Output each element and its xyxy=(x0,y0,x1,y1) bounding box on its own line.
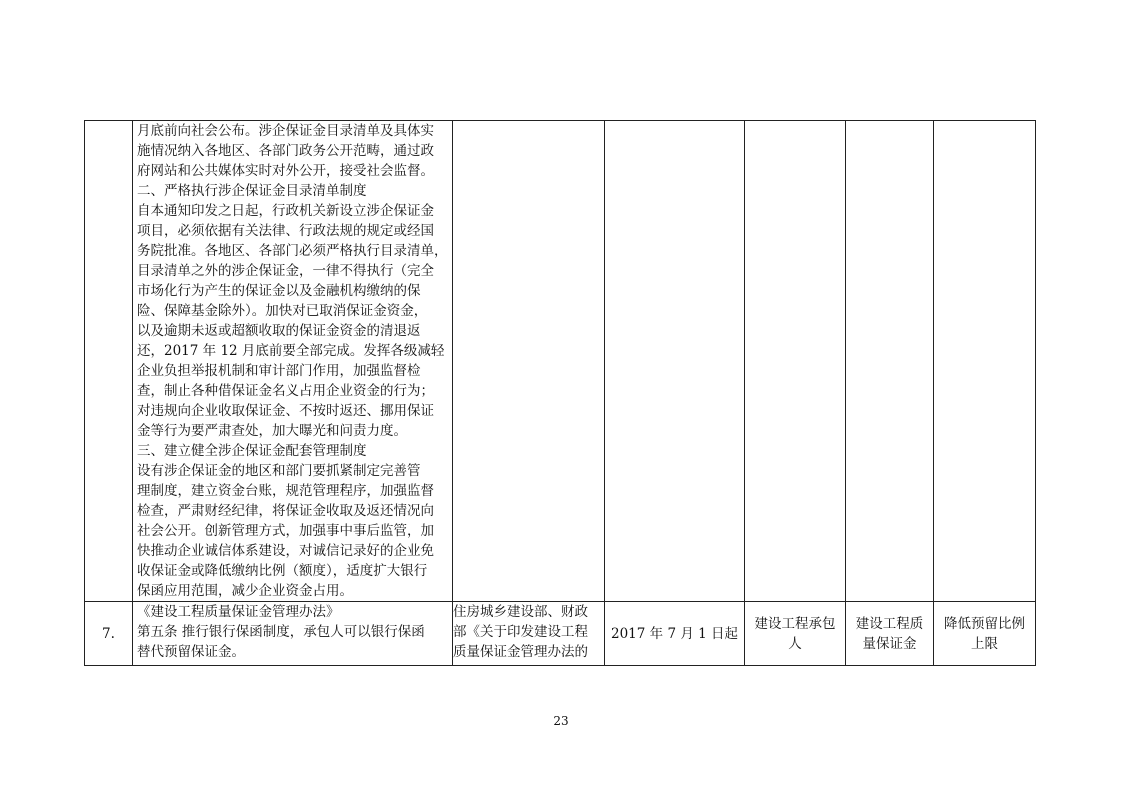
basis-cell xyxy=(453,602,605,666)
content-line: 务院批准。各地区、各部门必须严格执行目录清单， xyxy=(137,243,448,259)
basis-line: 质量保证金管理办法的 xyxy=(453,644,588,660)
content-line: 收保证金或降低缴纳比例（额度），适度扩大银行 xyxy=(137,563,428,579)
content-line: 项目，必须依据有关法律、行政法规的规定或经国 xyxy=(137,223,434,239)
type-cell xyxy=(846,121,934,602)
content-line: 月底前向社会公布。涉企保证金目录清单及具体实 xyxy=(137,123,434,139)
content-line: 以及逾期未返或超额收取的保证金资金的清退返 xyxy=(137,323,421,339)
payer-line: 人 xyxy=(788,635,802,652)
type-line: 建设工程质 xyxy=(855,615,924,632)
content-line: 自本通知印发之日起，行政机关新设立涉企保证金 xyxy=(137,203,434,219)
content-line: 府网站和公共媒体实时对外公开，接受社会监督。 xyxy=(137,163,434,179)
content-line: 替代预留保证金。 xyxy=(137,644,245,660)
type-line: 量保证金 xyxy=(862,635,917,652)
policy-table xyxy=(84,120,1036,666)
measure-cell xyxy=(934,602,1036,666)
measure-cell xyxy=(934,121,1036,602)
content-line: 二、严格执行涉企保证金目录清单制度 xyxy=(137,183,367,199)
content-line: 施情况纳入各地区、各部门政务公开范畴，通过政 xyxy=(137,143,434,159)
content-line: 检查，严肃财经纪律，将保证金收取及返还情况向 xyxy=(137,503,434,519)
basis-cell xyxy=(453,121,605,602)
content-line: 目录清单之外的涉企保证金，一律不得执行（完全 xyxy=(137,263,434,279)
page-number: 23 xyxy=(553,714,569,728)
payer-cell xyxy=(745,602,846,666)
table-row xyxy=(85,121,1036,602)
type-cell xyxy=(846,602,934,666)
measure-line: 降低预留比例 xyxy=(944,615,1025,632)
measure-line: 上限 xyxy=(971,635,998,652)
date-cell: 2017 年 7 月 1 日起 xyxy=(605,602,745,666)
content-line: 第五条 推行银行保函制度，承包人可以银行保函 xyxy=(137,624,425,640)
content-line: 查，制止各种借保证金名义占用企业资金的行为； xyxy=(137,383,434,399)
content-line: 企业负担举报机制和审计部门作用，加强监督检 xyxy=(137,363,421,379)
basis-line: 部《关于印发建设工程 xyxy=(453,624,588,640)
content-line: 还，2017 年 12 月底前要全部完成。发挥各级减轻 xyxy=(137,343,445,359)
content-line: 快推动企业诚信体系建设，对诚信记录好的企业免 xyxy=(137,543,434,559)
content-line: 金等行为要严肃查处，加大曝光和问责力度。 xyxy=(137,423,407,439)
content-line: 保函应用范围，减少企业资金占用。 xyxy=(137,583,353,599)
content-line: 理制度，建立资金台账，规范管理程序，加强监督 xyxy=(137,483,434,499)
content-line: 对违规向企业收取保证金、不按时返还、挪用保证 xyxy=(137,403,434,419)
content-line: 三、建立健全涉企保证金配套管理制度 xyxy=(137,443,367,459)
content-line: 社会公开。创新管理方式，加强事中事后监管，加 xyxy=(137,523,434,539)
payer-cell xyxy=(745,121,846,602)
content-line: 险、保障基金除外）。加快对已取消保证金资金， xyxy=(137,303,428,319)
content-line: 《建设工程质量保证金管理办法》 xyxy=(137,604,340,620)
basis-line: 住房城乡建设部、财政 xyxy=(453,604,588,620)
payer-line: 建设工程承包 xyxy=(754,615,836,632)
table-row xyxy=(85,602,1036,666)
content-cell xyxy=(133,121,453,602)
content-cell xyxy=(133,602,453,666)
date-cell xyxy=(605,121,745,602)
content-line: 设有涉企保证金的地区和部门要抓紧制定完善管 xyxy=(137,463,421,479)
row-number: 7. xyxy=(85,602,133,666)
content-line: 市场化行为产生的保证金以及金融机构缴纳的保 xyxy=(137,283,421,299)
number-cell xyxy=(85,121,133,602)
